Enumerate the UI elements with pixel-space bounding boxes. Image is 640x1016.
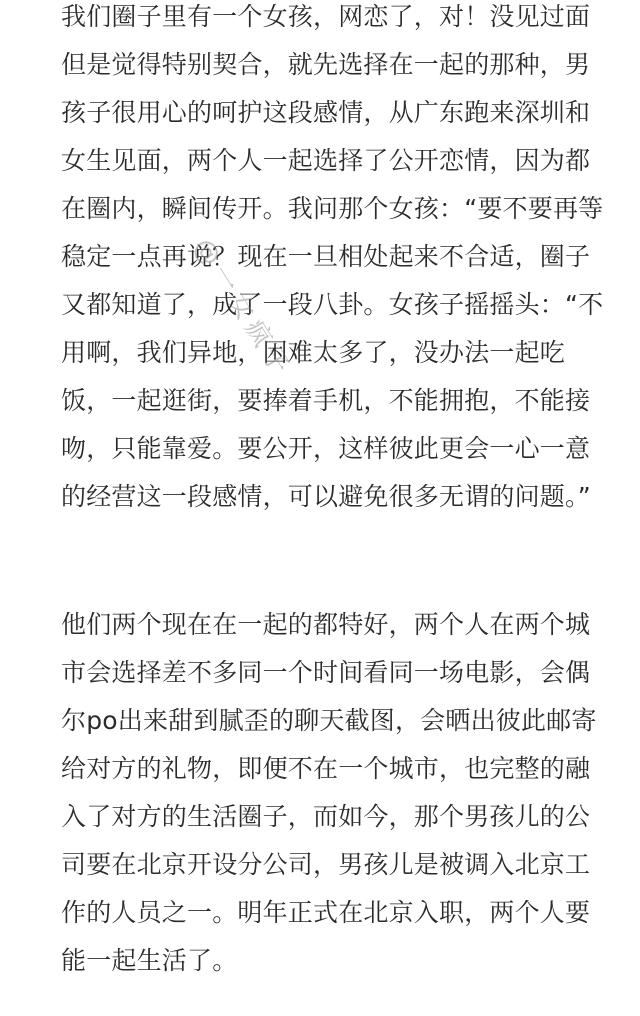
text-line: 入了对方的生活圈子，而如今，那个男孩儿的公 [61, 802, 591, 831]
text-line: 司要在北京开设分公司，男孩儿是被调入北京工 [61, 850, 591, 879]
text-line: 又都知道了，成了一段八卦。女孩子摇摇头：“不 [61, 290, 604, 319]
text-line: 市会选择差不多同一个时间看同一场电影，会偶 [61, 658, 591, 687]
text-line: 能一起生活了。 [61, 946, 238, 975]
text-line: 吻，只能靠爱。要公开，这样彼此更会一心一意 [61, 434, 591, 463]
text-line: 稳定一点再说？现在一旦相处起来不合适，圈子 [61, 242, 591, 271]
text-line: 的经营这一段感情，可以避免很多无谓的问题。” [61, 482, 591, 511]
text-line: 尔po出来甜到腻歪的聊天截图，会晒出彼此邮寄 [61, 706, 597, 735]
text-line: 给对方的礼物，即便不在一个城市，也完整的融 [61, 754, 591, 783]
text-line: 孩子很用心的呵护这段感情，从广东跑来深圳和 [61, 98, 591, 127]
text-line: 饭，一起逛街，要捧着手机，不能拥抱，不能接 [61, 386, 591, 415]
text-line: 用啊，我们异地，困难太多了，没办法一起吃 [61, 338, 566, 367]
text-line: 在圈内，瞬间传开。我问那个女孩：“要不要再等 [61, 194, 604, 223]
text-line: 女生见面，两个人一起选择了公开恋情，因为都 [61, 146, 591, 175]
text-line: 但是觉得特别契合，就先选择在一起的那种，男 [61, 50, 591, 79]
watermark: @一女疯子 [187, 233, 298, 385]
text-line: 作的人员之一。明年正式在北京入职，两个人要 [61, 898, 591, 927]
text-line: 我们圈子里有一个女孩，网恋了，对！没见过面 [61, 2, 591, 31]
text-line: 他们两个现在在一起的都特好，两个人在两个城 [61, 610, 591, 639]
